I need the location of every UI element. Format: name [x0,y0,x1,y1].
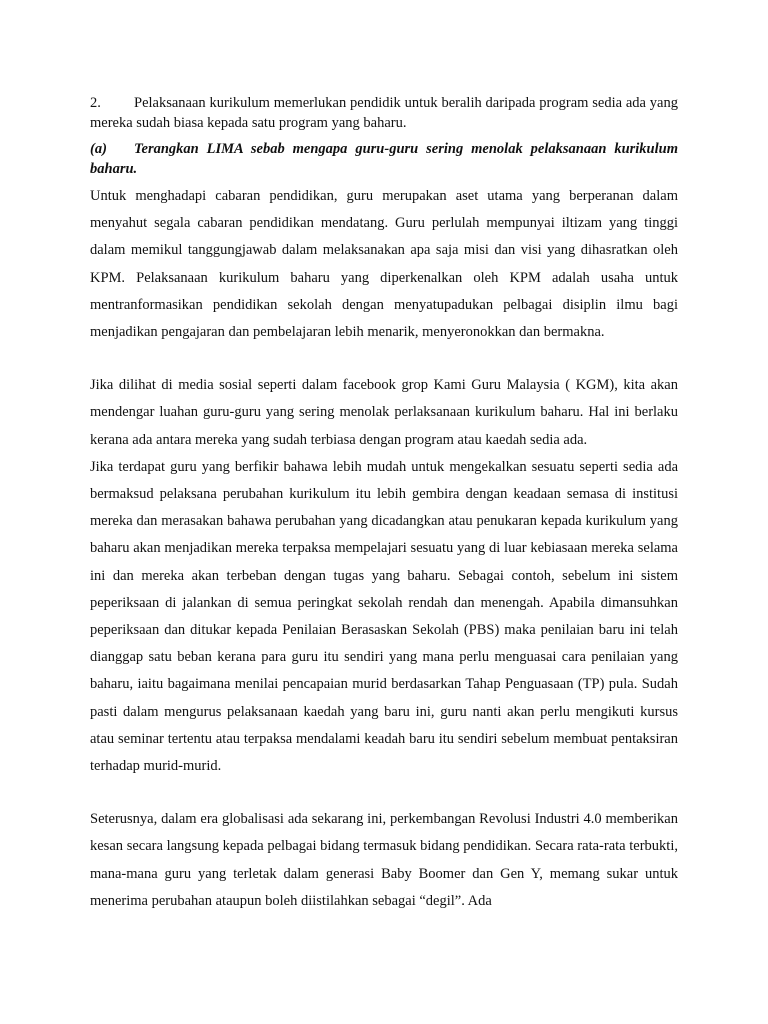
document-page [90,93,678,915]
sub-question-label: (a) [90,141,107,157]
paragraph-intro: Untuk menghadapi cabaran pendidikan, guru merupakan aset utama yang berperanan dalam menyahut segala cabaran pendidikan mendatang. Guru perlulah mempunyai iltizam yang tinggi dalam memikul tanggungjawab dalam melaksanakan apa saja misi dan visi yang dihasratkan oleh KPM. Pelaksanaan kurikulum baharu yang diperkenalkan oleh KPM adalah usaha untuk mentranformasikan pendidikan sekolah dengan menyatupadukan pelbagai disiplin ilmu bagi menjadikan pengajaran dan pembelajaran lebih menarik, menyeronokkan dan bermakna. [90,188,678,341]
sub-question-a [90,139,678,179]
paragraph-pbs-example: Jika terdapat guru yang berfikir bahawa lebih mudah untuk mengekalkan sesuatu seperti sedia ada bermaksud pelaksana perubahan kurikulum itu lebih gembira dengan keadaan semasa di institusi mereka dan merasakan bahawa perubahan yang dicadangkan atau penukaran kepada kurikulum yang baharu akan menjadikan mereka terpaksa mempelajari sesuatu yang di luar kebiasaan mereka selama ini dan mereka akan terbeban dengan tugas yang baharu. Sebagai contoh, sebelum ini sistem peperiksaan di jalankan di semua peringkat sekolah rendah dan menengah. Apabila dimansuhkan peperiksaan dan ditukar kepada Penilaian Berasaskan Sekolah (PBS) maka penilaian baru ini telah dianggap satu beban kerana para guru itu sendiri yang mana perlu menguasai cara penilaian yang baharu, iaitu bagaimana menilai pencapaian murid berdasarkan Tahap Penguasaan (TP) pula. Sudah pasti dalam mengurus pelaksanaan kaedah yang baru ini, guru nanti akan perlu mengikuti kursus atau seminar tertentu atau terpaksa mendalami keadah baru itu sendiri sebelum membuat pentaksiran terhadap murid-murid. [90,458,678,775]
paragraph-social-media: Jika dilihat di media sosial seperti dalam facebook grop Kami Guru Malaysia ( KGM), kita akan mendengar luahan guru-guru yang sering menolak perlaksanaan kurikulum baharu. Hal ini berlaku kerana ada antara mereka yang sudah terbiasa dengan program atau kaedah sedia ada. [90,377,678,448]
question-text: Pelaksanaan kurikulum memerlukan pendidik untuk beralih daripada program sedia ada yang mereka sudah biasa kepada satu program yang baharu. [90,95,678,131]
question-2 [90,93,678,133]
paragraph-gap [90,346,678,372]
question-number: 2. [90,95,101,111]
sub-question-text: Terangkan LIMA sebab mengapa guru-guru sering menolak pelaksanaan kurikulum baharu. [90,141,678,177]
paragraph-globalisation: Seterusnya, dalam era globalisasi ada sekarang ini, perkembangan Revolusi Industri 4.0 memberikan kesan secara langsung kepada pelbagai bidang termasuk bidang pendidikan. Secara rata-rata terbukti, mana-mana guru yang terletak dalam generasi Baby Boomer dan Gen Y, memang sukar untuk menerima perubahan ataupun boleh diistilahkan sebagai “degil”. Ada [90,811,678,909]
paragraph-gap [90,780,678,806]
